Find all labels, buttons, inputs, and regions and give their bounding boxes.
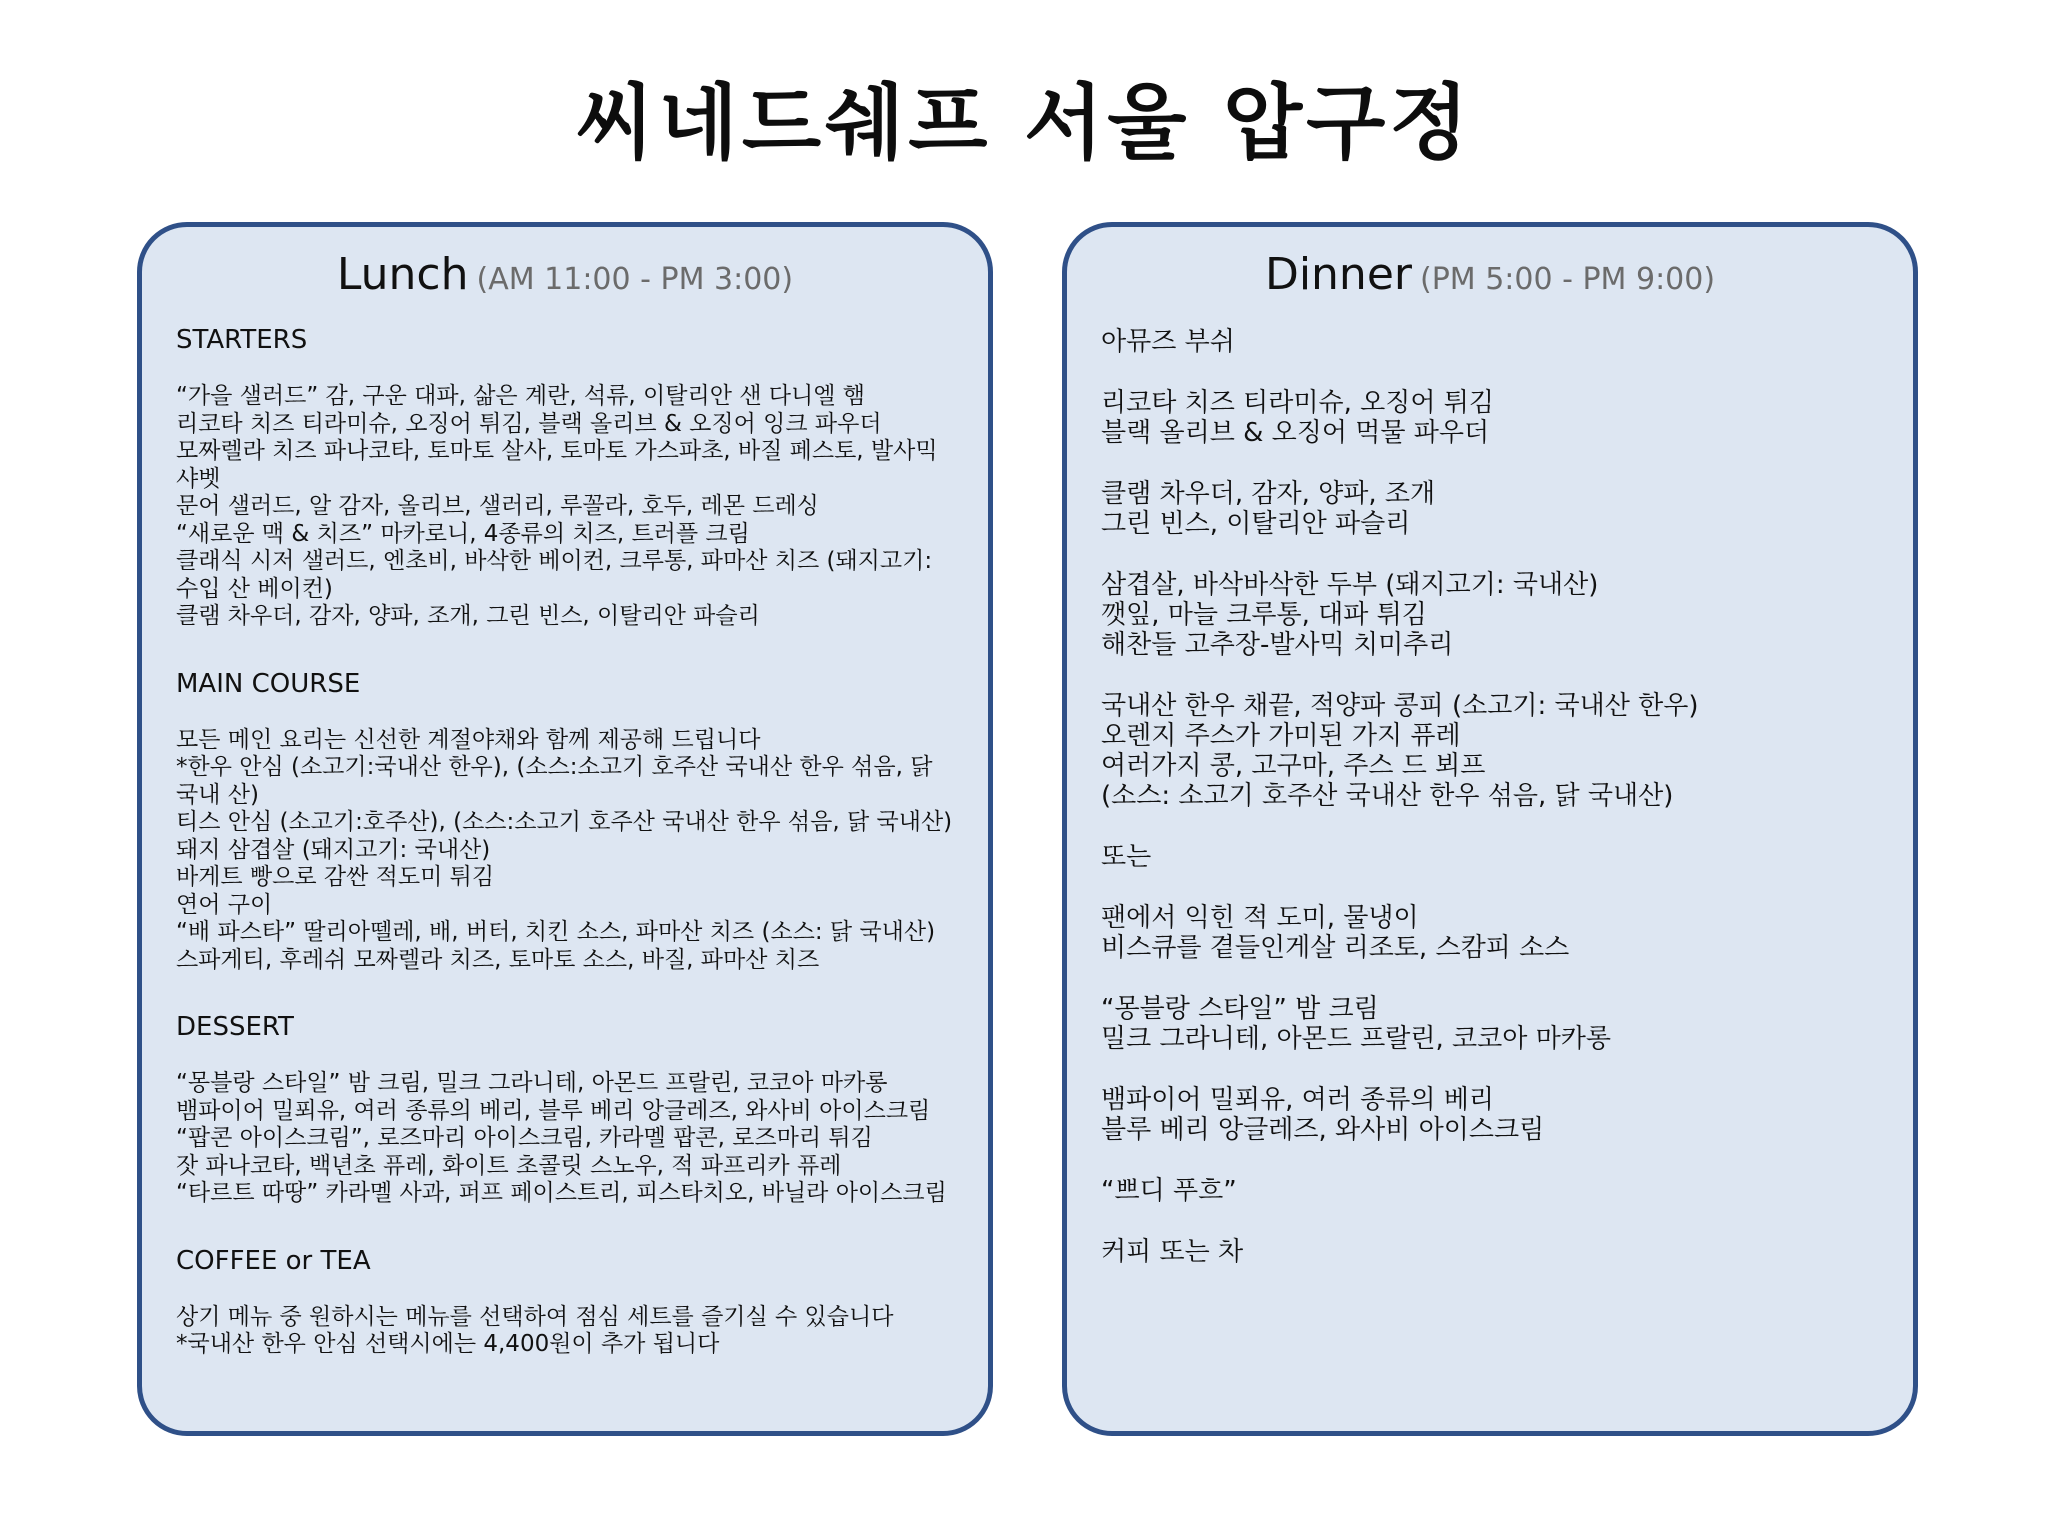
course-group: [1101, 388, 1883, 448]
menu-item: 뱀파이어 밀푀유, 여러 종류의 베리, 블루 베리 앙글레즈, 와사비 아이스크림: [176, 1097, 931, 1124]
menu-item: “배 파스타” 딸리아뗄레, 배, 버터, 치킨 소스, 파마산 치즈 (소스: 닭 국내산): [176, 919, 936, 945]
section-title-coffee-tea: COFFEE or TEA: [176, 1245, 371, 1276]
course-item: 또는: [1101, 842, 1152, 872]
menu-item: “가을 샐러드” 감, 구운 대파, 삶은 계란, 석류, 이탈리안 샌 다니엘 햄: [176, 383, 865, 409]
section-title-main-course: MAIN COURSE: [176, 668, 361, 699]
course-group: [1101, 1085, 1883, 1145]
menu-item: 잣 파나코타, 백년초 퓨레, 화이트 초콜릿 스노우, 적 파프리카 퓨레: [176, 1152, 842, 1179]
menu-item: “몽블랑 스타일” 밤 크림, 밀크 그라니테, 아몬드 프랄린, 코코아 마카롱: [176, 1070, 888, 1096]
course-item: 국내산 한우 채끝, 적양파 콩피 (소고기: 국내산 한우): [1101, 691, 1699, 721]
dinner-menu-panel: [1062, 222, 1918, 1436]
menu-item: “새로운 맥 & 치즈” 마카로니, 4종류의 치즈, 트러플 크림: [176, 520, 750, 547]
course-item: 밀크 그라니테, 아몬드 프랄린, 코코아 마카롱: [1101, 1024, 1611, 1054]
lunch-heading: Lunch: [336, 249, 469, 300]
course-group: [1101, 570, 1883, 660]
main-course-section: [176, 669, 958, 975]
course-item: 그린 빈스, 이탈리안 파슬리: [1101, 509, 1411, 539]
course-group: [1101, 1176, 1883, 1206]
starters-section: [176, 325, 958, 631]
course-item: 삼겹살, 바삭바삭한 두부 (돼지고기: 국내산): [1101, 570, 1599, 600]
course-item: 해찬들 고추장-발사믹 치미추리: [1101, 630, 1454, 660]
course-item: 팬에서 익힌 적 도미, 물냉이: [1101, 903, 1419, 933]
menu-item: 연어 구이: [176, 891, 273, 918]
course-item: 깻잎, 마늘 크루통, 대파 튀김: [1101, 600, 1427, 630]
menu-note: *국내산 한우 안심 선택시에는 4,400원이 추가 됩니다: [176, 1331, 720, 1357]
menu-note: 상기 메뉴 중 원하시는 메뉴를 선택하여 점심 세트를 즐기실 수 있습니다: [176, 1303, 894, 1330]
lunch-hours: (AM 11:00 - PM 3:00): [476, 262, 794, 297]
menu-item: “타르트 따땅” 카라멜 사과, 퍼프 페이스트리, 피스타치오, 바닐라 아이스크림: [176, 1180, 947, 1206]
lunch-menu-panel: [137, 222, 993, 1436]
menu-item: 클램 차우더, 감자, 양파, 조개, 그린 빈스, 이탈리안 파슬리: [176, 603, 760, 629]
menu-item: 리코타 치즈 티라미슈, 오징어 튀김, 블랙 올리브 & 오징어 잉크 파우더: [176, 410, 882, 437]
course-item: 리코타 치즈 티라미슈, 오징어 튀김: [1101, 388, 1494, 418]
section-title-dessert: DESSERT: [176, 1012, 294, 1042]
course-item: 여러가지 콩, 고구마, 주스 드 뵈프: [1101, 751, 1486, 781]
course-group: [1101, 842, 1883, 872]
menu-item: 티스 안심 (소고기:호주산), (소스:소고기 호주산 국내산 한우 섞음, 닭 국내산): [176, 809, 953, 835]
dinner-hours: (PM 5:00 - PM 9:00): [1419, 262, 1716, 297]
course-item: 커피 또는 차: [1101, 1237, 1244, 1267]
course-group: [1101, 1237, 1883, 1267]
course-item: 블루 베리 앙글레즈, 와사비 아이스크림: [1101, 1115, 1545, 1145]
menu-item: 모든 메인 요리는 신선한 계절야채와 함께 제공해 드립니다: [176, 726, 761, 753]
course-item: 비스큐를 곁들인게살 리조토, 스캄피 소스: [1101, 933, 1570, 963]
course-item: (소스: 소고기 호주산 국내산 한우 섞음, 닭 국내산): [1101, 781, 1674, 811]
menu-item: 바게트 빵으로 감싼 적도미 튀김: [176, 864, 495, 890]
section-title-starters: STARTERS: [176, 325, 308, 355]
course-group: [1101, 903, 1883, 963]
course-item: “몽블랑 스타일” 밤 크림: [1101, 994, 1379, 1024]
menu-item: 스파게티, 후레쉬 모짜렐라 치즈, 토마토 소스, 바질, 파마산 치즈: [176, 946, 820, 973]
course-group: [1101, 994, 1883, 1054]
dinner-header: [1067, 249, 1913, 300]
course-group: [1101, 691, 1883, 811]
menu-item: 클래식 시저 샐러드, 엔초비, 바삭한 베이컨, 크루통, 파마산 치즈 (돼지고기: 수입 산 베이컨): [176, 548, 940, 602]
course-item: 뱀파이어 밀푀유, 여러 종류의 베리: [1101, 1085, 1494, 1115]
course-item: 클램 차우더, 감자, 양파, 조개: [1101, 479, 1436, 509]
course-item: 오렌지 주스가 가미된 가지 퓨레: [1101, 721, 1461, 751]
coffee-tea-section: [176, 1246, 958, 1359]
menu-item: 문어 샐러드, 알 감자, 올리브, 샐러리, 루꼴라, 호두, 레몬 드레싱: [176, 493, 819, 519]
lunch-content: [176, 325, 958, 1397]
course-group: [1101, 327, 1883, 357]
dinner-content: [1101, 327, 1883, 1298]
course-item: 아뮤즈 부쉬: [1101, 327, 1235, 357]
course-group: [1101, 479, 1883, 539]
page-title: 씨네드쉐프 서울 압구정: [575, 76, 1473, 171]
dinner-heading: Dinner: [1264, 249, 1412, 300]
dessert-section: [176, 1012, 958, 1208]
menu-item: 돼지 삼겹살 (돼지고기: 국내산): [176, 836, 491, 863]
course-item: 블랙 올리브 & 오징어 먹물 파우더: [1101, 418, 1490, 448]
menu-item: *한우 안심 (소고기:국내산 한우), (소스:소고기 호주산 국내산 한우 섞음, 닭 국내 산): [176, 754, 940, 808]
menu-item: 모짜렐라 치즈 파나코타, 토마토 살사, 토마토 가스파초, 바질 페스토, 발사믹 샤벳: [176, 438, 945, 492]
lunch-header: [142, 249, 988, 300]
menu-item: “팝콘 아이스크림”, 로즈마리 아이스크림, 카라멜 팝콘, 로즈마리 튀김: [176, 1125, 873, 1151]
course-item: “쁘디 푸흐”: [1101, 1176, 1237, 1206]
